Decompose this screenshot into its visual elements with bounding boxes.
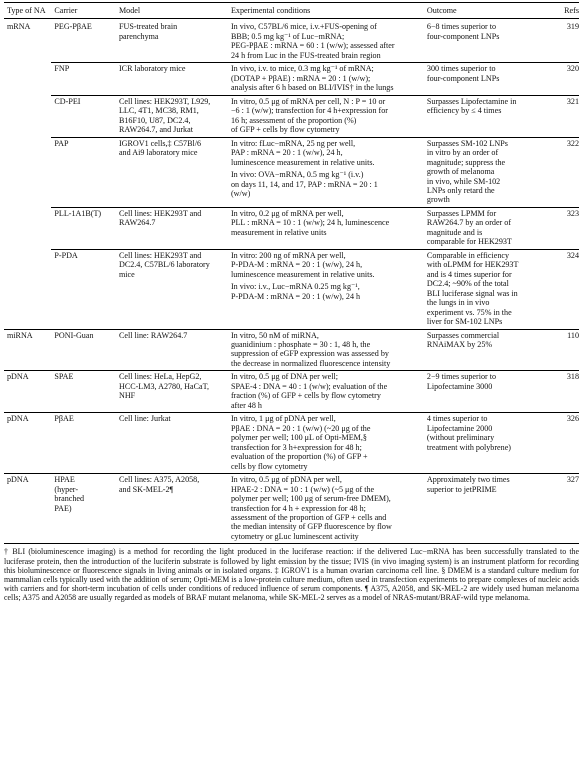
cell-model: [116, 249, 228, 329]
cell-line: In vivo, C57BL/6 mice, i.v.+FUS-opening of: [230, 22, 377, 32]
cell-line: In vivo: i.v., Luc−mRNA 0.25 mg kg⁻¹,: [230, 282, 360, 292]
cell-line: growth: [426, 195, 450, 205]
cell-line: In vitro: 200 ng of mRNA per well,: [230, 250, 346, 260]
table-row: [4, 207, 579, 249]
cell-type: pDNA: [4, 413, 51, 474]
cell-line: luminescence measurement in relative units.: [230, 269, 375, 279]
cell-conditions: [228, 413, 424, 474]
cell-ref: 322: [551, 137, 579, 207]
header-conditions: Experimental conditions: [228, 3, 424, 19]
cell-line: in vitro by an order of: [426, 148, 499, 158]
cell-line: transfection for 3 h+expression for 48 h;: [230, 442, 362, 452]
cell-line: HCC-LM3, A2780, HaCaT,: [118, 381, 209, 391]
cell-type: pDNA: [4, 371, 51, 413]
cell-line: P-PDA-M : mRNA = 20 : 1 (w/w), 24 h: [230, 291, 361, 301]
cell-line: In vitro, 0.5 μg of DNA per well;: [230, 372, 339, 382]
header-carrier: Carrier: [51, 3, 116, 19]
cell-carrier: PAP: [51, 137, 116, 207]
cell-line: Lipofectamine 2000: [426, 423, 493, 433]
cell-line: RAW264.7, and Jurkat: [118, 125, 193, 135]
cell-line: Cell lines: HEK293T, L929,: [118, 96, 211, 106]
cell-line: PAP : mRNA = 20 : 1 (w/w), 24 h,: [230, 148, 343, 158]
cell-line: (without preliminary: [426, 433, 495, 443]
table-row: [4, 371, 579, 413]
cell-line: RAW264.7: [118, 218, 156, 228]
cell-model: [116, 19, 228, 63]
cell-line: 2−9 times superior to: [426, 372, 497, 382]
cell-line: polymer per well; 100 μL of Opti-MEM,§: [230, 433, 367, 443]
cell-line: Cell lines: HEK293T and: [118, 208, 202, 218]
cell-line: In vivo, i.v. to mice, 0.3 mg kg⁻¹ of mRNA;: [230, 64, 374, 74]
header-model: Model: [116, 3, 228, 19]
cell-line: In vitro, 0.5 μg of mRNA per cell, N : P = 10 or: [230, 96, 386, 106]
cell-model: [116, 413, 228, 474]
cell-line: 4 times superior to: [426, 414, 488, 424]
cell-line: LLC, 4T1, MC38, RM1,: [118, 106, 199, 116]
cell-type: [4, 137, 51, 207]
cell-line: branched: [54, 494, 85, 504]
cell-line: Cell lines: A375, A2058,: [118, 475, 200, 485]
cell-line: SPAE-4 : DNA = 40 : 1 (w/w); evaluation of the: [230, 381, 388, 391]
table-row: [4, 474, 579, 544]
header-refs: Refs: [551, 3, 579, 19]
cell-outcome: [424, 207, 551, 249]
cell-line: assessment of the proportion of GFP + cells and: [230, 512, 387, 522]
cell-line: Surpasses SM-102 LNPs: [426, 138, 508, 148]
cell-line: cytometry or gLuc luminescent activity: [230, 531, 359, 541]
table-row: [4, 413, 579, 474]
cell-line: the decrease in normalized fluorescence intensity: [230, 358, 391, 368]
cell-line: BLI luciferase signal was in: [426, 288, 518, 298]
cell-line: parenchyma: [118, 31, 159, 41]
table-row: [4, 19, 579, 63]
table-header-row: [4, 3, 579, 19]
footnote-text: † BLI (bioluminescence imaging) is a method for recording the light produced in the luciferase reaction: if the delivered Luc−mRNA has been successfully translated to the luciferase protein, then the introduction of the luciferin substrate is followed by light emission by the tissue; IVIS (in vivo imaging system) is an instrument platform for recording this bioluminescence or fluorescence signals in living animals or in isolated organs. ‡ IGROV1 is a human ovarian carcinoma cell line. § DMEM is a standard culture medium for mammalian cells typically used with the addition of serum; Opti-MEM is a low-protein culture medium, often used in transfection experiments to prepare complexes of nucleic acids with carriers and for short-term incubation of cells under conditions of reduced influence of serum components. ¶ A375, A2058, and SK-MEL-2 are widely used human melanoma cells; A375 and A2058 are usually regarded as models of BRAF mutant melanoma, while SK-MEL-2 serves as a model of NRAS-mutant/BRAF-wild type melanoma.: [4, 547, 579, 603]
cell-line: P-PDA-M : mRNA = 20 : 1 (w/w), 24 h,: [230, 260, 363, 270]
cell-line: efficiency by ≤ 4 times: [426, 106, 502, 116]
cell-line: magnitude; suppress the: [426, 157, 506, 167]
cell-carrier: PEG-PβAE: [54, 22, 92, 32]
cell-line: Cell lines: HeLa, HepG2,: [118, 372, 202, 382]
cell-outcome: [424, 63, 551, 95]
cell-line: on days 11, 14, and 17, PAP : mRNA = 20 : 1: [230, 179, 378, 189]
cell-line: Surpasses commercial: [426, 330, 500, 340]
cell-model: [116, 63, 228, 95]
cell-ref: 110: [551, 329, 579, 371]
cell-line: in vivo, while SM-102: [426, 176, 501, 186]
cell-type: miRNA: [4, 329, 51, 371]
cell-line: Approximately two times: [426, 475, 510, 485]
table-row: [4, 63, 579, 95]
cell-line: Cell lines: HEK293T and: [118, 250, 202, 260]
cell-line: 24 h from Luc in the FUS-treated brain region: [230, 50, 381, 60]
cell-line: RNAiMAX by 25%: [426, 340, 493, 349]
cell-line: 300 times superior to: [426, 64, 496, 74]
table-row: [4, 249, 579, 329]
cell-line: the median intensity of GFP fluorescence by flow: [230, 522, 392, 532]
cell-line: Lipofectamine 3000: [426, 381, 493, 391]
cell-line: −6 : 1 (w/w); transfection for 4 h+expression for: [230, 106, 388, 116]
cell-conditions: [228, 329, 424, 371]
cell-type: pDNA: [4, 474, 51, 544]
cell-line: of GFP + cells by flow cytometry: [230, 125, 340, 135]
cell-outcome: [424, 137, 551, 207]
cell-ref: 323: [551, 207, 579, 249]
cell-line: superior to jetPRIME: [426, 484, 497, 494]
cell-carrier: PLL-1A1B(T): [51, 207, 116, 249]
cell-line: treatment with polybrene): [426, 442, 511, 452]
cell-conditions: [228, 63, 424, 95]
cell-line: suppression of eGFP expression was assessed by: [230, 349, 389, 359]
cell-line: and is 4 times superior for: [426, 269, 512, 279]
cell-carrier: [51, 474, 116, 544]
cell-line: with oLPMM for HEK293T: [426, 260, 519, 270]
cell-ref: 324: [551, 249, 579, 329]
cell-line: Cell line: RAW264.7: [118, 330, 188, 340]
cell-type: [4, 63, 51, 95]
cell-line: In vitro, 50 nM of miRNA,: [230, 330, 319, 340]
cell-conditions: [228, 207, 424, 249]
footnotes: [4, 547, 579, 602]
cell-line: Cell line: Jurkat: [118, 414, 171, 424]
cell-line: B16F10, U87, DC2.4,: [118, 115, 191, 125]
cell-line: and Ai9 laboratory mice: [118, 148, 198, 158]
cell-line: polymer per well; 100 μg of serum-free DMEM),: [230, 494, 391, 504]
cell-line: four-component LNPs: [426, 73, 500, 83]
cell-line: 6−8 times superior to: [426, 22, 497, 32]
cell-line: PAE): [54, 503, 72, 513]
cell-line: 16 h; assessment of the proportion (%): [230, 115, 357, 125]
cell-carrier: P-PDA: [51, 249, 116, 329]
cell-line: mice: [118, 269, 135, 279]
cell-outcome: [424, 95, 551, 137]
cell-line: Surpasses LPMM for: [426, 208, 497, 218]
cell-model: [116, 329, 228, 371]
cell-line: cells by flow cytometry: [230, 461, 308, 471]
cell-line: PEG-PβAE : mRNA = 60 : 1 (w/w); assessed after: [230, 41, 395, 51]
cell-line: growth of melanoma: [426, 167, 495, 177]
cell-ref: 327: [551, 474, 579, 544]
cell-ref: 321: [551, 95, 579, 137]
cell-line: DC2.4; ~90% of the total: [426, 279, 509, 289]
cell-ref: 319: [566, 22, 579, 32]
cell-conditions: [228, 249, 424, 329]
cell-line: In vitro: fLuc−mRNA, 25 ng per well,: [230, 138, 356, 148]
cell-line: RAW264.7 by an order of: [426, 218, 512, 228]
cell-outcome: [424, 19, 551, 63]
cell-carrier: PβAE: [51, 413, 116, 474]
cell-type: [4, 95, 51, 137]
cell-outcome: [424, 249, 551, 329]
cell-line: comparable for HEK293T: [426, 237, 512, 247]
cell-line: BBB; 0.5 mg kg⁻¹ of Luc−mRNA;: [230, 31, 345, 41]
cell-line: luminescence measurement in relative units.: [230, 157, 375, 167]
table-row: [4, 137, 579, 207]
cell-line: four-component LNPs: [426, 31, 500, 41]
cell-line: evaluation of the proportion (%) of GFP +: [230, 452, 368, 462]
document-page: [4, 2, 579, 602]
cell-line: fraction (%) of GFP + cells by flow cytometry: [230, 391, 381, 401]
header-type: Type of NA: [4, 3, 51, 19]
cell-carrier: CD-PEI: [51, 95, 116, 137]
cell-line: In vitro, 0.5 μg of pDNA per well,: [230, 475, 342, 485]
cell-line: (hyper-: [54, 484, 79, 494]
cell-line: after 48 h: [230, 400, 262, 410]
cell-line: HPAE-2 : DNA = 10 : 1 (w/w) (~5 μg of the: [230, 484, 375, 494]
cell-line: liver for SM-102 LNPs: [426, 317, 503, 327]
cell-line: the lungs in in vivo: [426, 298, 490, 308]
cell-line: FUS-treated brain: [118, 22, 178, 32]
cell-line: HPAE: [54, 475, 75, 485]
cell-line: PLL : mRNA = 10 : 1 (w/w); 24 h, luminescence: [230, 218, 390, 228]
cell-carrier: SPAE: [51, 371, 116, 413]
cell-carrier: FNP: [51, 63, 116, 95]
cell-line: magnitude and is: [426, 227, 483, 237]
cell-conditions: [228, 95, 424, 137]
cell-line: guanidinium : phosphate = 30 : 1, 48 h, the: [230, 340, 371, 349]
cell-line: transfection for 4 h + expression for 48 h;: [230, 503, 366, 513]
cell-line: and SK-MEL-2¶: [118, 484, 174, 494]
header-outcome: Outcome: [424, 3, 551, 19]
cell-conditions: [228, 474, 424, 544]
cell-ref: 318: [551, 371, 579, 413]
cell-line: In vivo: OVA−mRNA, 0.5 mg kg⁻¹ (i.v.): [230, 170, 364, 180]
cell-model: [116, 95, 228, 137]
comparison-table: [4, 2, 579, 544]
cell-conditions: [228, 19, 424, 63]
cell-line: DC2.4, C57BL/6 laboratory: [118, 260, 210, 270]
cell-carrier: PONI-Guan: [51, 329, 116, 371]
cell-outcome: [424, 474, 551, 544]
cell-outcome: [424, 413, 551, 474]
cell-line: experiment vs. 75% in the: [426, 307, 512, 317]
cell-line: ICR laboratory mice: [118, 64, 186, 74]
cell-model: [116, 474, 228, 544]
cell-ref: 326: [551, 413, 579, 474]
cell-outcome: [424, 371, 551, 413]
cell-model: [116, 207, 228, 249]
cell-conditions: [228, 371, 424, 413]
cell-line: (w/w): [230, 188, 251, 198]
cell-conditions: [228, 137, 424, 207]
cell-type: [4, 207, 51, 249]
table-row: [4, 95, 579, 137]
cell-type: mRNA: [7, 22, 31, 32]
cell-line: NHF: [118, 391, 136, 401]
cell-line: In vitro, 1 μg of pDNA per well,: [230, 414, 336, 424]
cell-type: [4, 249, 51, 329]
table-row: [4, 329, 579, 371]
cell-line: LNPs only retard the: [426, 185, 495, 195]
cell-model: [116, 371, 228, 413]
cell-line: PβAE : DNA = 20 : 1 (w/w) (~20 μg of the: [230, 423, 371, 433]
cell-line: analysis after 6 h based on BLI/IVIS† in the lungs: [230, 83, 394, 93]
cell-line: Surpasses Lipofectamine in: [426, 96, 517, 106]
cell-line: Comparable in efficiency: [426, 250, 510, 260]
cell-line: measurement in relative units: [230, 227, 327, 237]
cell-outcome: [424, 329, 551, 371]
cell-line: (DOTAP + PβAE) : mRNA = 20 : 1 (w/w);: [230, 73, 371, 83]
cell-line: IGROV1 cells,‡ C57Bl/6: [118, 138, 202, 148]
table-body: [4, 19, 579, 544]
cell-line: In vitro, 0.2 μg of mRNA per well,: [230, 208, 344, 218]
cell-model: [116, 137, 228, 207]
cell-ref: 320: [551, 63, 579, 95]
